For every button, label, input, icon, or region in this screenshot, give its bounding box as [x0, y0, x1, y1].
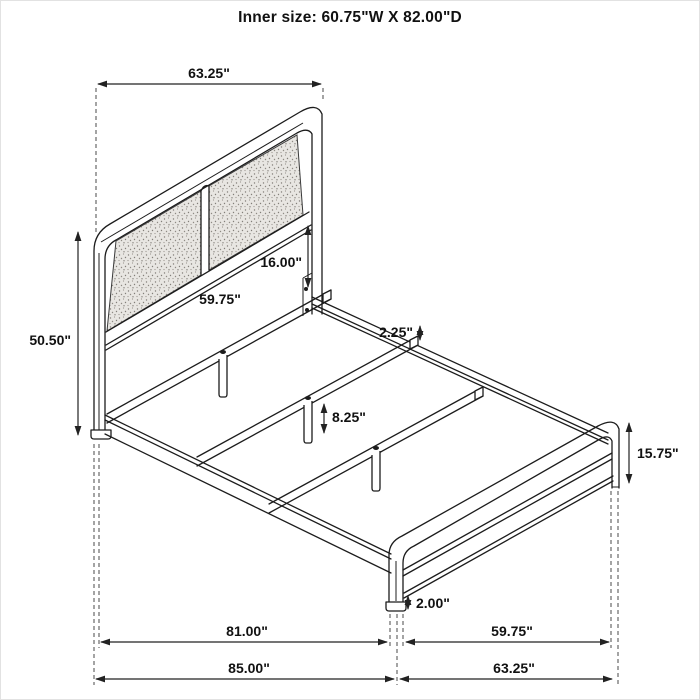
headboard-panel-right — [209, 135, 303, 270]
headboard-foot-pad — [91, 430, 111, 439]
slat-1-end-cap — [323, 290, 331, 303]
foot-rail — [403, 453, 613, 598]
dim-label-headboard-inner-width: 59.75" — [199, 291, 241, 307]
footboard-foot-pad — [386, 602, 406, 611]
bolt-dot — [373, 446, 379, 450]
footboard-inner-frame — [403, 437, 612, 611]
headboard-center-stile — [201, 186, 209, 275]
dimension-annotations — [29, 65, 678, 685]
dim-label-panel-gap: 16.00" — [260, 254, 302, 270]
dim-label-foot-pad: 2.00" — [416, 595, 450, 611]
footboard — [386, 422, 619, 611]
support-leg-2 — [304, 401, 312, 443]
dim-label-support-leg: 8.25" — [332, 409, 366, 425]
slat-3-end-cap — [475, 387, 483, 400]
support-leg-1 — [219, 355, 227, 397]
dim-label-footboard-height: 15.75" — [637, 445, 679, 461]
headboard — [91, 107, 322, 439]
diagram-title: Inner size: 60.75"W X 82.00"D — [238, 9, 462, 26]
bed-dimension-diagram — [1, 1, 699, 699]
dim-label-overall-width: 63.25" — [493, 660, 535, 676]
dim-label-overall-depth: 85.00" — [228, 660, 270, 676]
dim-label-slat-thickness: 2.25" — [379, 324, 413, 340]
headboard-panel-left — [107, 191, 201, 331]
bolt-dot — [220, 350, 226, 354]
screw-hole-icon — [304, 287, 308, 291]
support-leg-3 — [372, 451, 380, 491]
dim-label-foot-inner-width: 59.75" — [491, 623, 533, 639]
dim-label-inner-depth: 81.00" — [226, 623, 268, 639]
dim-label-height: 50.50" — [29, 332, 71, 348]
bolt-dot — [305, 396, 311, 400]
dim-label-top-width: 63.25" — [188, 65, 230, 81]
platform-frame — [105, 290, 608, 573]
